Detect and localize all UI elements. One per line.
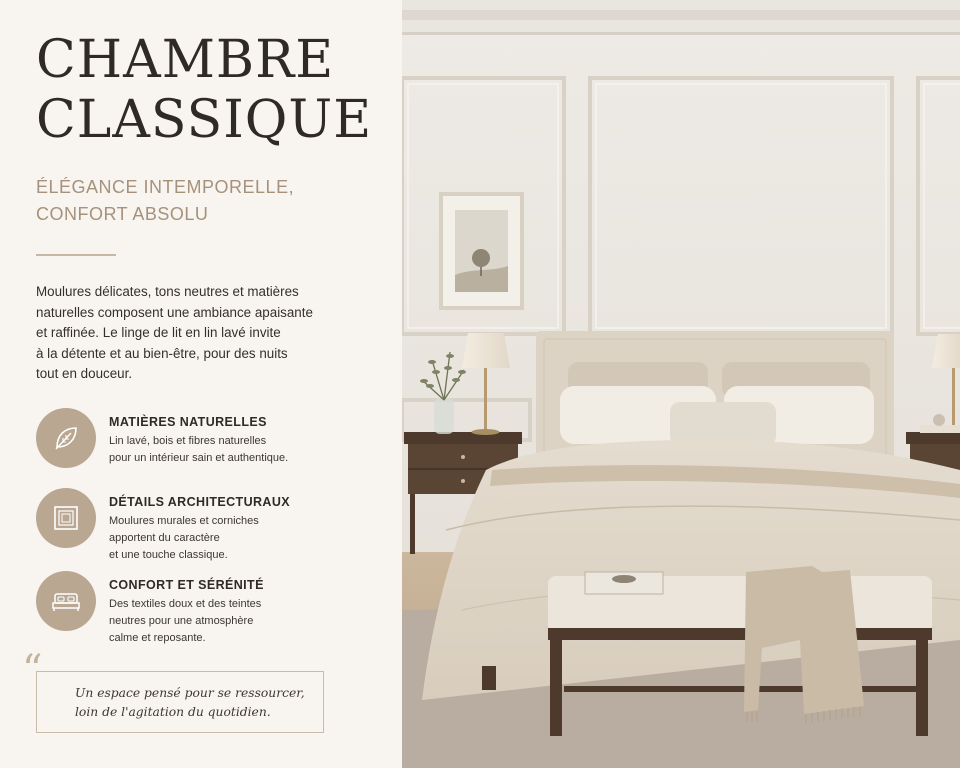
feature-line: Des textiles doux et des teintes [109,598,262,610]
subtitle-line-1: ÉLÉGANCE INTEMPORELLE, [36,177,295,197]
decor-sphere [933,414,945,426]
feature-icon-circle [36,488,96,548]
intro-line: tout en douceur. [36,366,133,381]
bed-icon [50,586,82,616]
lamp-stem [484,368,487,430]
feature-line: et une touche classique. [109,549,228,561]
feature-line: Moulures murales et corniches [109,515,259,527]
feature-icon-circle [36,408,96,468]
feature-icon-circle [36,571,96,631]
book-cover-art [612,575,636,583]
bench-leg [550,640,562,736]
title-line-2: CLASSIQUE [36,90,373,150]
title-line-1: CHAMBRE [36,30,335,90]
feature-title: CONFORT ET SÉRÉNITÉ [109,578,264,592]
leaf-icon [51,423,81,453]
nightstand-leg [410,494,415,554]
intro-line: naturelles composent une ambiance apaisante [36,304,313,320]
quote-line: loin de l'agitation du quotidien. [75,705,271,719]
cornice-ornament [402,10,960,20]
frame-molding-icon [51,503,81,533]
lamp-stem-right [952,368,955,426]
feature-description [109,596,369,647]
nightstand-top [404,432,522,444]
subtitle-line-2: CONFORT ABSOLU [36,204,209,224]
feature-title: MATIÈRES NATURELLES [109,415,267,429]
quote-mark-icon: “ [22,647,43,693]
intro-line: à la détente et au bien-être, pour des nuits [36,345,288,361]
text-panel [0,0,402,768]
quote-text [75,684,305,722]
vase [434,398,454,434]
lamp-base [472,429,500,435]
feature-architectural-details [36,488,376,561]
feature-title: DÉTAILS ARCHITECTURAUX [109,495,291,509]
feature-line: apportent du caractère [109,532,220,544]
feature-line: pour un intérieur sain et authentique. [109,452,289,464]
bench-stretcher [564,686,916,692]
pillow-accent [670,402,776,446]
book-stack [920,425,960,433]
intro-line: et raffinée. Le linge de lit en lin lavé invite [36,325,281,340]
intro-line: Moulures délicates, tons neutres et matières [36,284,299,299]
feature-description [109,513,369,564]
page-title [36,30,372,150]
bedroom-photo [402,0,960,768]
bench-leg [916,640,928,736]
art-tree-crown [472,249,490,267]
quote-line: Un espace pensé pour se ressourcer, [75,686,305,700]
feature-natural-materials [36,408,376,472]
feature-comfort-serenity [36,571,376,644]
feature-line: calme et reposante. [109,632,206,644]
cornice-edge [402,32,960,35]
subtitle [36,174,376,228]
intro-paragraph [36,282,366,385]
bed-leg [482,666,496,690]
bench-frame [548,628,932,640]
feature-line: neutres pour une atmosphère [109,615,254,627]
nightstand-top-right [906,432,960,444]
feature-line: Lin lavé, bois et fibres naturelles [109,435,267,447]
bedroom-illustration [402,0,960,768]
feature-description [109,433,369,467]
divider [36,254,116,256]
quote-box [36,671,324,733]
lamp-shade [462,333,510,368]
